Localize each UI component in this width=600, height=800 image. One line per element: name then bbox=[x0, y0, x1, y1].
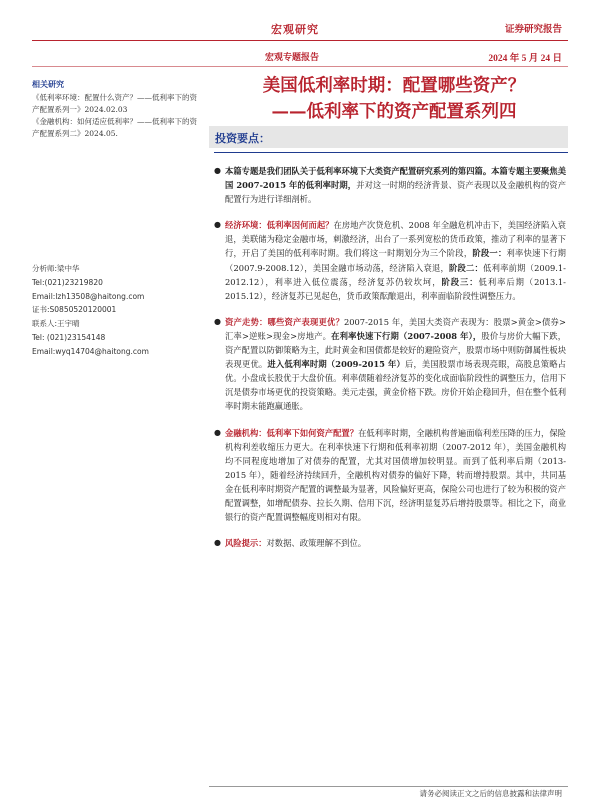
title-line-2: ——低利率下的资产配置系列四 bbox=[271, 102, 517, 122]
contact-tel: Tel: (021)23154148 bbox=[32, 332, 106, 342]
stage-label: 阶段一： bbox=[472, 248, 507, 259]
bullet-icon: ● bbox=[214, 538, 221, 548]
bullet-icon: ● bbox=[214, 166, 221, 175]
stage-label: 阶段三： bbox=[441, 276, 479, 287]
highlights-title: 投资要点： bbox=[215, 132, 270, 145]
paragraph-lead: 金融机构：低利率下如何资产配置？ bbox=[225, 427, 359, 438]
paragraph-text: 低利率后期（2013.1-2015.12），经济复苏已见起色，货币政策酝酿退出，利率面临阶段性调整压力。 bbox=[225, 276, 566, 301]
related-research-heading: 相关研究 bbox=[32, 79, 64, 89]
analyst-certificate: 证书:S0850520120001 bbox=[32, 305, 117, 315]
analyst-contacts bbox=[32, 262, 202, 359]
paragraph-text: 在房地产次贷危机、2008 年全融危机冲击下，美国经济陷入衰退，美联储为稳定金融市场，刺激经济，出台了一系列宽松的货币政策，推动了利率的显著下行，开启了美国的低利率时期。我们将这一时期划分为三个阶段， bbox=[225, 220, 566, 259]
paragraph-institutions bbox=[214, 426, 566, 525]
paragraph-text: 并对这一时期的经济背景、资产表现以及金融机构的资产配置行为进行详细剖析。 bbox=[225, 180, 567, 205]
analyst-name: 分析师:梁中华 bbox=[32, 264, 80, 273]
footer-disclaimer: 请务必阅读正文之后的信息披露和法律声明 bbox=[419, 789, 562, 798]
highlights-bar bbox=[209, 126, 568, 148]
paragraph-text: 利率快速下行期（2007.9-2008.12），美国金融市场动荡，经济陷入衰退， bbox=[225, 248, 566, 273]
bullet-icon: ● bbox=[214, 427, 221, 437]
contact-email[interactable]: Email:wyq14704@haitong.com bbox=[32, 346, 149, 356]
title-line-1: 美国低利率时期：配置哪些资产？ bbox=[262, 76, 526, 96]
paragraph-text: 低利率前期（2009.1-2012.12），利率进入低位震荡，经济复苏仍较坎坷， bbox=[225, 262, 566, 287]
header-divider-top bbox=[32, 40, 568, 41]
related-item[interactable]: 《金融机构：如何适应低利率？——低利率下的资产配置系列二》2024.05. bbox=[32, 117, 197, 138]
bullet-icon: ● bbox=[214, 220, 221, 230]
paragraph-text: 股价与房价大幅下跌，资产配置以防御策略为主，此时黄金和国债都是较好的避险资产，股票市场中则防御属性板块表现更优。 bbox=[225, 330, 566, 370]
report-date: 2024 年 5 月 24 日 bbox=[488, 54, 562, 64]
bullet-icon: ● bbox=[214, 316, 221, 326]
paragraph-lead: 资产走势：哪些资产表现更优？ bbox=[225, 316, 344, 327]
analyst-email[interactable]: Email:lzh13508@haitong.com bbox=[32, 291, 145, 301]
sidebar-related bbox=[32, 78, 202, 140]
related-item[interactable]: 《低利率环境：配置什么资产？——低利率下的资产配置系列一》2024.02.03 bbox=[32, 93, 197, 114]
period-label: 在利率快速下行期（2007-2008 年）， bbox=[331, 330, 482, 341]
highlights-content bbox=[214, 164, 566, 562]
header-divider-bottom bbox=[32, 66, 568, 67]
report-category: 宏观研究 bbox=[271, 23, 319, 36]
paragraph-lead: 本篇专题是我们团队关于低利率环境下大类资产配置研究系列的第四篇。本篇专题主要聚焦美国 2007-2015 年的低利率时期， bbox=[225, 166, 566, 191]
paragraph-risk bbox=[214, 536, 566, 550]
stage-label: 阶段二： bbox=[449, 262, 484, 273]
report-subcategory: 宏观专题报告 bbox=[265, 53, 320, 63]
analyst-tel: Tel:(021)23219820 bbox=[32, 277, 103, 287]
paragraph-text: 2007-2015 年，美国大类资产表现为：股票>黄金>债券>汇率>逆账>现金>房地产。 bbox=[225, 316, 566, 341]
paragraph-economy bbox=[214, 218, 566, 303]
highlights-divider bbox=[214, 152, 568, 153]
paragraph-assets bbox=[214, 315, 566, 414]
footer-divider bbox=[209, 786, 568, 787]
paragraph-text: 在低利率时期，全融机构普遍面临利差压降的压力，保险机构利差收缩压力更大。在利率快速下行期和低利率初期（2007-2012 年），美国金融机构均不同程度地增加了对债券的配置，尤其对国债增加较明显。而到了低利率后期（2013-2015 年），随着经济持续回升，全融机构对债券的偏好下降，转而增持股票。其中，共同基金在低利率时期资产配置的调整最为显著，风险偏好更高，保险公司也进行了较为积极的资产配置调整，如增配债券、拉长久期、信用下沉，经济明显复苏后增持股票等。相比之下，商业银行的资产配置调整幅度则相对有限。 bbox=[225, 427, 566, 523]
paragraph-overview bbox=[214, 164, 566, 206]
paragraph-text: 对数据、政策理解不到位。 bbox=[266, 538, 367, 549]
paragraph-text: 后，美国股票市场表现亮眼，高股息策略占优。小盘成长股优于大盘价值。利率债随着经济复苏的变化成面临阶段性的调整压力，信用下沉是债券市场更优的投资策略。美元走强，黄金价格下跌。房价开始企稳回升，但在整个低利率时期未能跑赢通胀。 bbox=[225, 359, 566, 412]
paragraph-lead: 风险提示： bbox=[225, 538, 267, 549]
contact-name: 联系人:王宇晴 bbox=[32, 319, 80, 329]
paragraph-lead: 经济环境：低利率因何而起？ bbox=[225, 220, 334, 231]
report-type: 证券研究报告 bbox=[504, 24, 562, 35]
period-label: 进入低利率时期（2009-2015 年） bbox=[267, 359, 405, 370]
page-title bbox=[214, 73, 574, 125]
